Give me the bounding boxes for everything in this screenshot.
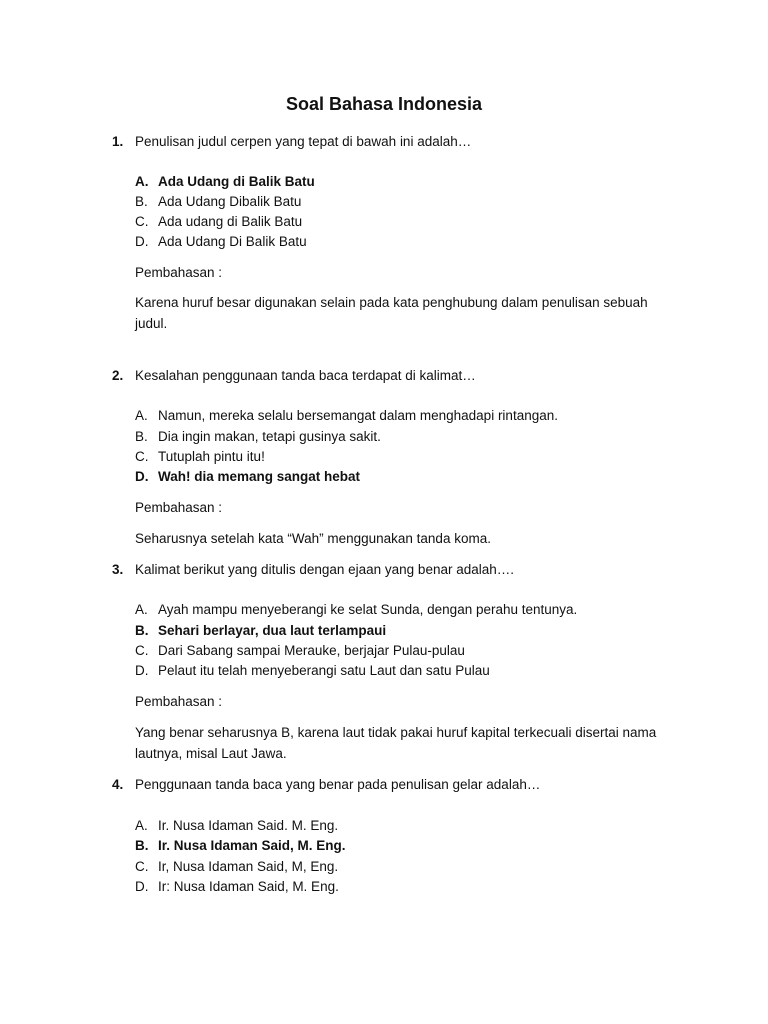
option-text: Ir. Nusa Idaman Said, M. Eng. bbox=[158, 838, 346, 853]
question-number: 1. bbox=[112, 134, 124, 149]
option-letter: A. bbox=[135, 408, 148, 423]
question-number: 2. bbox=[112, 368, 124, 383]
discussion-text: Yang benar seharusnya B, karena laut tidak pakai huruf kapital terkecuali disertai nama bbox=[135, 725, 657, 740]
option-text: Ada Udang di Balik Batu bbox=[158, 174, 315, 189]
question-text: Penulisan judul cerpen yang tepat di bawah ini adalah… bbox=[135, 134, 472, 149]
question-text: Kalimat berikut yang ditulis dengan ejaan yang benar adalah…. bbox=[135, 562, 515, 577]
option-text: Ayah mampu menyeberangi ke selat Sunda, dengan perahu tentunya. bbox=[158, 602, 578, 617]
option-text: Ir: Nusa Idaman Said, M. Eng. bbox=[158, 879, 339, 894]
discussion-label: Pembahasan : bbox=[135, 694, 223, 709]
option-text: Ir. Nusa Idaman Said. M. Eng. bbox=[158, 818, 339, 833]
option-letter: C. bbox=[135, 859, 149, 874]
option-letter: B. bbox=[135, 838, 149, 853]
option-letter: B. bbox=[135, 429, 148, 444]
option-text: Dari Sabang sampai Merauke, berjajar Pulau-pulau bbox=[158, 643, 465, 658]
option-text: Ada Udang Dibalik Batu bbox=[158, 194, 302, 209]
question-number: 3. bbox=[112, 562, 124, 577]
option-letter: A. bbox=[135, 174, 149, 189]
discussion-label: Pembahasan : bbox=[135, 500, 223, 515]
option-text: Ada udang di Balik Batu bbox=[158, 214, 303, 229]
discussion-text: Karena huruf besar digunakan selain pada kata penghubung dalam penulisan sebuah bbox=[135, 295, 648, 310]
option-letter: C. bbox=[135, 643, 149, 658]
option-text: Ir, Nusa Idaman Said, M, Eng. bbox=[158, 859, 339, 874]
question-text: Penggunaan tanda baca yang benar pada penulisan gelar adalah… bbox=[135, 777, 541, 792]
option-letter: C. bbox=[135, 214, 149, 229]
discussion-text: judul. bbox=[135, 316, 168, 331]
option-letter: D. bbox=[135, 879, 149, 894]
option-text: Ada Udang Di Balik Batu bbox=[158, 234, 307, 249]
option-letter: A. bbox=[135, 602, 148, 617]
option-letter: D. bbox=[135, 469, 149, 484]
page-title: Soal Bahasa Indonesia bbox=[285, 94, 483, 114]
option-text: Tutuplah pintu itu! bbox=[158, 449, 265, 464]
option-letter: C. bbox=[135, 449, 149, 464]
option-text: Pelaut itu telah menyeberangi satu Laut dan satu Pulau bbox=[158, 663, 490, 678]
option-letter: D. bbox=[135, 234, 149, 249]
option-text: Sehari berlayar, dua laut terlampaui bbox=[158, 623, 387, 638]
option-letter: B. bbox=[135, 194, 148, 209]
option-text: Dia ingin makan, tetapi gusinya sakit. bbox=[158, 429, 381, 444]
discussion-text: Seharusnya setelah kata “Wah” menggunakan tanda koma. bbox=[135, 531, 491, 546]
discussion-label: Pembahasan : bbox=[135, 265, 223, 280]
question-number: 4. bbox=[112, 777, 124, 792]
question-text: Kesalahan penggunaan tanda baca terdapat di kalimat… bbox=[135, 368, 476, 383]
discussion-text: lautnya, misal Laut Jawa. bbox=[135, 746, 287, 761]
option-text: Wah! dia memang sangat hebat bbox=[158, 469, 361, 484]
option-text: Namun, mereka selalu bersemangat dalam menghadapi rintangan. bbox=[158, 408, 558, 423]
option-letter: B. bbox=[135, 623, 149, 638]
option-letter: D. bbox=[135, 663, 149, 678]
option-letter: A. bbox=[135, 818, 148, 833]
